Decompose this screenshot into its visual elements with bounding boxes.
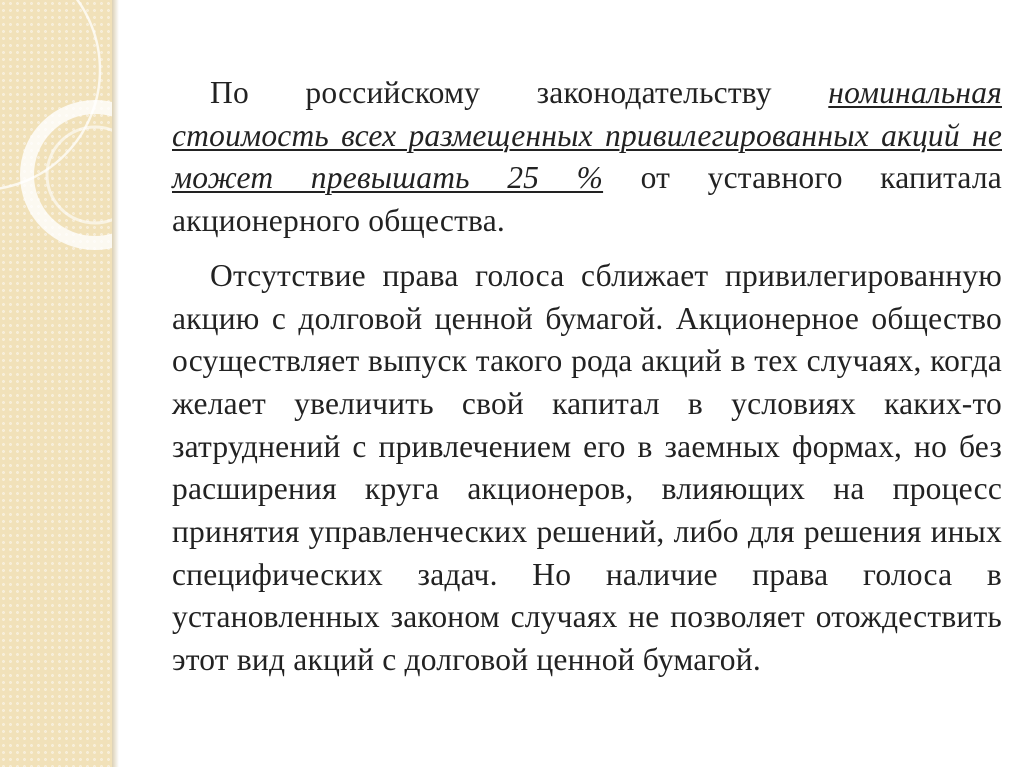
paragraph-nominal-value bbox=[172, 72, 1002, 243]
side-panel-shadow bbox=[112, 0, 119, 767]
paragraph1-emphasis: номинальная стоимость всех размещенных привилегированных акций не может превышать 25 % bbox=[172, 75, 1002, 196]
paragraph-voting-rights: Отсутствие права голоса сближает привилегированную акцию с долговой ценной бумагой. Акционерное общество осуществляет выпуск такого рода акций в тех случаях, когда желает увеличить свой капитал в условиях каких-то затруднений с привлечением его в заемных формах, но без расширения круга акционеров, влияющих на процесс принятия управленческих решений, либо для решения иных специфических задач. Но наличие права голоса в установленных законом случаях не позволяет отождествить этот вид акций с долговой ценной бумагой. bbox=[172, 257, 1002, 678]
decorative-side-panel bbox=[0, 0, 112, 767]
paragraph1-tail: от уставного капитала акционерного общества. bbox=[172, 160, 1002, 239]
decorative-circles-graphic bbox=[0, 0, 112, 767]
paragraph1-lead: По российскому законодательству bbox=[210, 75, 829, 110]
slide-body bbox=[172, 72, 1002, 694]
